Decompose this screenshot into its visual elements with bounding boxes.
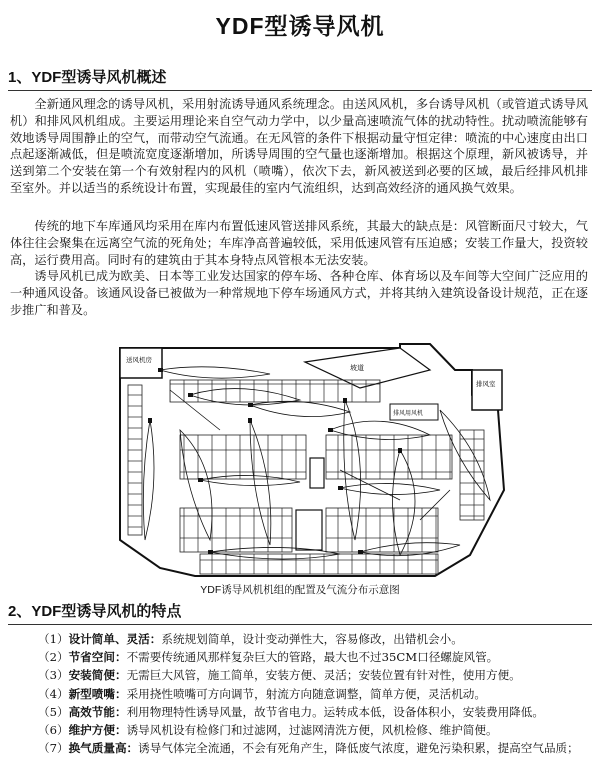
features-list — [38, 630, 594, 757]
supply-room-label: 送风机房 — [126, 356, 152, 364]
section-heading-overview: 1、YDF型诱导风机概述 — [8, 66, 592, 91]
feature-item: （5）高效节能：利用物理特性诱导风量，故节省电力。运转成本低，设备体积小，安装费用降低。 — [38, 704, 544, 719]
feature-item: （1）设计简单、灵活：系统规划简单，设计变动弹性大，容易修改，出错机会小。 — [38, 632, 463, 646]
exhaust-room-label: 排风室 — [476, 380, 496, 388]
overview-paragraph-2: 传统的地下车库通风均采用在库内布置低速风管送排风系统，其最大的缺点是：风管断面尺寸较大，气体往往会聚集在远离空气流的死角处；车库净高普遍较低，采用低速风管有压迫感；安装工作量大，投资较高，运行费用高。同时有的建筑由于其本身特点风管根本无法安装。 — [10, 219, 588, 267]
page-title: YDF型诱导风机 — [215, 13, 385, 39]
exhaust-room — [472, 370, 502, 410]
overview-paragraph-3: 诱导风机已成为欧美、日本等工业发达国家的停车场、各种仓库、体育场以及车间等大空间广泛应用的一种通风设备。该通风设备已被做为一种常规地下停车场通风方式，并将其纳入建筑设备设计规范，正在逐步推广和普及。 — [10, 269, 588, 317]
feature-item: （6）维护方便：诱导风机设有检修门和过滤网，过滤网清洗方便，风机检修、维护简便。 — [38, 723, 498, 738]
exhaust-fan-label: 排风用风机 — [393, 410, 424, 417]
feature-item: （2）节省空间：不需要传统通风那样复杂巨大的管路，最大也不过35CM口径螺旋风管。 — [38, 650, 499, 665]
feature-item: （7）换气质量高：诱导气体完全流通，不会有死角产生，降低废气浓度，避免污染积累，提高空气品质； — [38, 741, 579, 756]
overview-paragraph-1: 全新通风理念的诱导风机，采用射流诱导通风系统理念。由送风风机，多台诱导风机（或管道式诱导风机）和排风风机组成。主要运用理论来自空气动力学中，以少量高速喷流气体的扰动特性。扰动喷流能够有效地诱导周围静止的空气，而带动空气流通。在无风管的条件下根据动量守恒定律：喷流的中心速度由出口点起逐渐减低，但是喷流宽度逐渐增加，所诱导周围的空气量也逐渐增加。根据这个原理，新风被诱导，并送到第二个安装在第一个有效射程内的风机（喷嘴），依次下去，新风被送到必要的区域，最后经排风机排至室外。并以适当的系统设计布置，实现最佳的室内气流组织，达到高效经济的通风换气效果。 — [10, 97, 588, 195]
garage-airflow-diagram — [100, 340, 510, 580]
feature-item: （4）新型喷嘴：采用挠性喷嘴可方向调节，射流方向随意调整，简单方便，灵活机动。 — [38, 686, 486, 701]
feature-item: （3）安装简便：无需巨大风管，施工简单，安装方便、灵活；安装位置有针对性，使用方便。 — [38, 668, 521, 683]
figure-caption: YDF诱导风机机组的配置及气流分布示意图 — [200, 584, 400, 596]
ramp-label: 坡道 — [350, 364, 364, 372]
section-heading-features: 2、YDF型诱导风机的特点 — [8, 600, 592, 625]
